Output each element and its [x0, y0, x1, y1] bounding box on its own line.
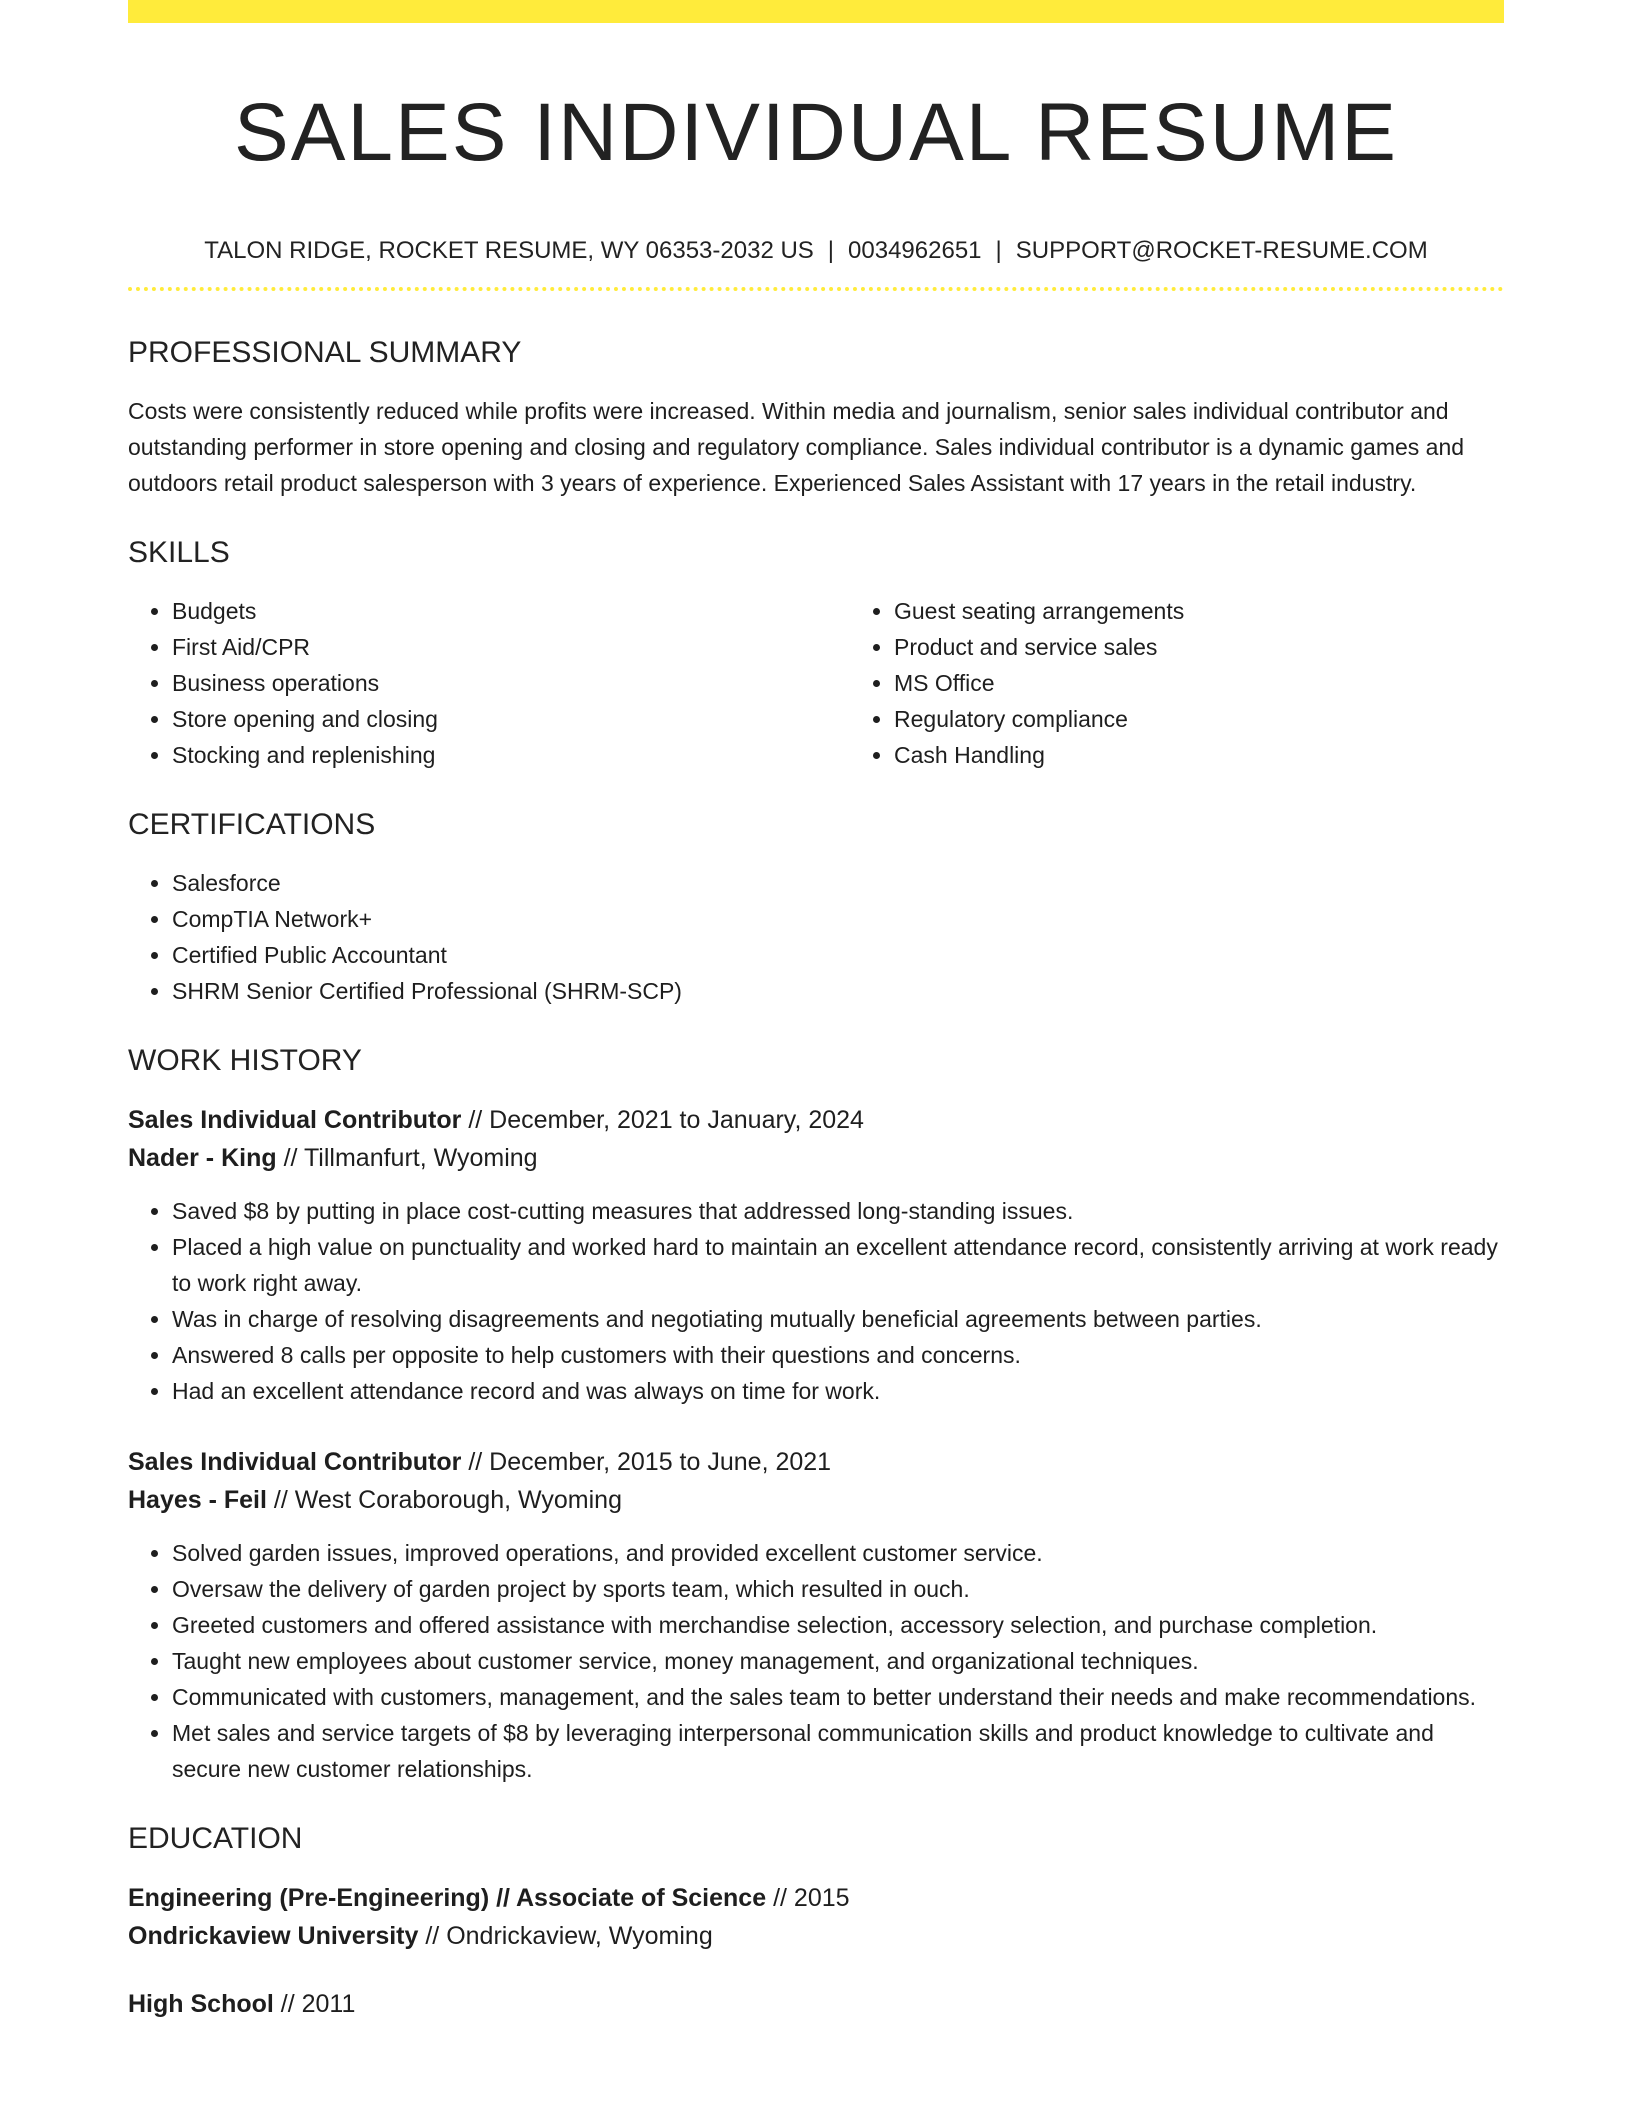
certifications-list: [128, 865, 1504, 1009]
summary-heading: PROFESSIONAL SUMMARY: [128, 336, 522, 369]
skill-item: • MS Office: [894, 665, 1572, 701]
education-degree-line: [128, 1879, 1504, 1917]
skill-item: • First Aid/CPR: [172, 629, 850, 665]
education-year: // 2015: [773, 1884, 850, 1912]
certification-item: • Salesforce: [172, 865, 1504, 901]
job-bullet: • Communicated with customers, management, and the sales team to better understand their needs and make recommendations.: [172, 1679, 1504, 1715]
summary-text: Costs were consistently reduced while profits were increased. Within media and journalism, senior sales individual contributor and outstanding performer in store opening and closing and regulatory compliance. Sales individual contributor is a dynamic games and outdoors retail product salesperson with 3 years of experience. Experienced Sales Assistant with 17 years in the retail industry.: [128, 398, 1465, 496]
job-company: Hayes - Feil: [128, 1486, 267, 1514]
job-location: // Tillmanfurt, Wyoming: [283, 1144, 538, 1172]
job-bullet: • Was in charge of resolving disagreements and negotiating mutually beneficial agreements between parties.: [172, 1301, 1504, 1337]
job-bullet: • Oversaw the delivery of garden project by sports team, which resulted in ouch.: [172, 1571, 1504, 1607]
education-school: Ondrickaview University: [128, 1922, 419, 1950]
skill-item: • Regulatory compliance: [894, 701, 1572, 737]
certification-item: • CompTIA Network+: [172, 901, 1504, 937]
skills-list: [128, 593, 1504, 773]
contact-separator: |: [995, 237, 1002, 264]
resume-page: [128, 0, 1504, 2023]
job-bullet: • Placed a high value on punctuality and worked hard to maintain an excellent attendance record, consistently arriving at work ready to work right away.: [172, 1229, 1504, 1301]
education-degree-line: [128, 1985, 1504, 2023]
job-bullet: • Answered 8 calls per opposite to help customers with their questions and concerns.: [172, 1337, 1504, 1373]
skill-item: • Stocking and replenishing: [172, 737, 850, 773]
job-title: Sales Individual Contributor: [128, 1106, 462, 1134]
job-bullet: • Saved $8 by putting in place cost-cutting measures that addressed long-standing issues.: [172, 1193, 1504, 1229]
job-title: Sales Individual Contributor: [128, 1448, 462, 1476]
education-degree: High School: [128, 1990, 274, 2018]
education-school-line: [128, 1917, 1504, 1955]
job-dates: // December, 2021 to January, 2024: [468, 1106, 864, 1134]
skill-item: • Budgets: [172, 593, 850, 629]
job-company-line: [128, 1481, 1504, 1519]
contact-email: SUPPORT@ROCKET-RESUME.COM: [1015, 237, 1428, 264]
education-heading: EDUCATION: [128, 1822, 303, 1855]
education-location: // Ondrickaview, Wyoming: [425, 1922, 713, 1950]
contact-line: [128, 235, 1504, 267]
education-entry: [128, 1985, 1504, 2023]
education-entry: [128, 1879, 1504, 1955]
dotted-divider: [128, 287, 1504, 291]
job-company: Nader - King: [128, 1144, 277, 1172]
job-title-line: [128, 1101, 1504, 1139]
education-year: // 2011: [280, 1990, 356, 2018]
contact-phone: 0034962651: [848, 237, 982, 264]
skill-item: • Guest seating arrangements: [894, 593, 1572, 629]
job-dates: // December, 2015 to June, 2021: [468, 1448, 832, 1476]
skills-heading: SKILLS: [128, 536, 230, 569]
contact-separator: |: [827, 237, 835, 264]
certification-item: • SHRM Senior Certified Professional (SHRM-SCP): [172, 973, 1504, 1009]
skill-item: • Store opening and closing: [172, 701, 850, 737]
education-degree: Engineering (Pre-Engineering) // Associate of Science: [128, 1884, 767, 1912]
job-bullet: • Met sales and service targets of $8 by leveraging interpersonal communication skills and product knowledge to cultivate and secure new customer relationships.: [172, 1715, 1504, 1787]
certification-item: • Certified Public Accountant: [172, 937, 1504, 973]
skills-column-right: [850, 593, 1572, 773]
job-entry: [128, 1443, 1504, 1787]
job-bullets: [128, 1193, 1504, 1409]
top-accent-bar: [128, 0, 1504, 23]
contact-address: TALON RIDGE, ROCKET RESUME, WY 06353-2032 US: [204, 237, 814, 264]
job-company-line: [128, 1139, 1504, 1177]
job-bullets: [128, 1535, 1504, 1787]
skill-item: • Business operations: [172, 665, 850, 701]
job-location: // West Coraborough, Wyoming: [273, 1486, 622, 1514]
skill-item: • Product and service sales: [894, 629, 1572, 665]
job-entry: [128, 1101, 1504, 1409]
skills-column-left: [128, 593, 850, 773]
skill-item: • Cash Handling: [894, 737, 1572, 773]
work-history-heading: WORK HISTORY: [128, 1044, 362, 1077]
job-title-line: [128, 1443, 1504, 1481]
job-bullet: • Taught new employees about customer service, money management, and organizational techniques.: [172, 1643, 1504, 1679]
certifications-heading: CERTIFICATIONS: [128, 808, 376, 841]
resume-title: SALES INDIVIDUAL RESUME: [234, 87, 1398, 178]
job-bullet: • Had an excellent attendance record and was always on time for work.: [172, 1373, 1504, 1409]
job-bullet: • Greeted customers and offered assistance with merchandise selection, accessory selection, and purchase completion.: [172, 1607, 1504, 1643]
job-bullet: • Solved garden issues, improved operations, and provided excellent customer service.: [172, 1535, 1504, 1571]
